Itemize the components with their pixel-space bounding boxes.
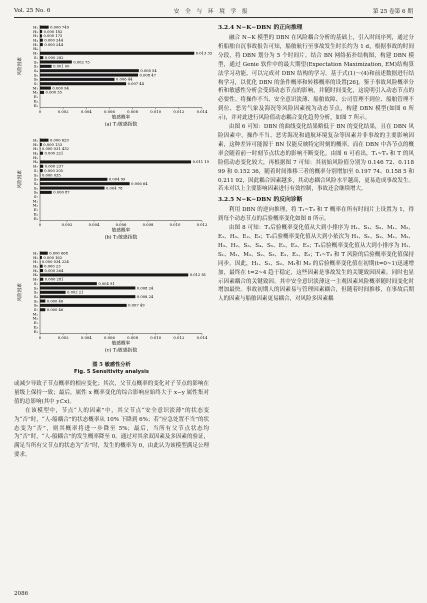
bar-value-label: 0.000 034 224 [41,260,69,265]
bar-value-label: 0.006 64 [131,181,148,186]
bar-category-label: H₂ [33,254,38,260]
bar [40,91,44,94]
bar-value-label: 0.013 33 [195,51,213,56]
bar-category-label: E₃ [33,215,38,221]
bar-category-label: E₂ [33,211,38,217]
bar [40,34,42,37]
bar-category-label: H₁ [33,24,38,30]
bar-value-label: 0.000 133 [43,142,63,147]
section-heading-3-2-5: 3.2.5 N−K−DBN 的反向诊断 [218,197,303,204]
bar-category-label: M₁ [32,198,38,204]
bar [40,78,115,81]
x-tick-label: 0.006 [103,109,115,115]
bar-value-label: 0.008 47 [139,73,156,78]
bar-value-label: 0.000 162 [43,255,63,260]
x-axis-title: 敏感概率 [111,228,131,234]
bar-category-label: S₄ [33,67,38,73]
x-tick-label: 0.012 [196,222,208,228]
x-tick-label: 0.002 [57,335,69,341]
bar-category-label: S₆ [33,76,38,82]
bar-value-label: 0.000 182 [43,29,63,34]
bar-category-label: H₁ [33,137,38,143]
bar-category-label: E₂ [33,324,38,330]
bar-value-label: 0.000 629 [49,138,69,143]
bar-category-label: H₇ [33,50,38,56]
left-paragraph-1: 或减少导致子节点概率的相应变化；其次，父节点概率的变化对子节点的影响在量级上保持一致；最后，属性 x 概率变化的综合影响应始终大于 x−y 属性集对值的总影响(其中 y⊂x)。 [14,381,209,405]
x-tick-label: 0.012 [173,335,185,341]
issue-label: 第 25 卷第 6 期 [372,9,413,15]
y-axis-title: 风险因素 [18,283,23,302]
bar-category-label: S₇ [33,81,38,87]
bar-category-label: M₂ [32,89,38,95]
running-header [14,6,413,16]
bar-value-label: 0.000 281 [44,277,64,282]
figure-caption-cn: 图 5 敏感性分析 [92,362,131,368]
bar [40,69,139,72]
x-tick-label: 0 [38,335,42,341]
figure-panel-c [14,248,209,361]
bar-category-label: S₂ [33,172,38,178]
bar-category-label: S₄ [33,180,38,186]
bar-category-label: S₆ [33,302,38,308]
bar-category-label: S₆ [33,189,38,195]
x-tick-label: 0.002 [61,222,73,228]
bar-category-label: S₃ [33,289,38,295]
bar-value-label: 0.000 87 [53,190,70,195]
bar-category-label: S₅ [33,298,38,304]
bar-category-label: S₅ [33,72,38,78]
figure-panel-a [14,22,213,135]
bar-value-label: 0.000 244 [44,42,64,47]
bar-value-label: 0.007 44 [127,82,145,87]
bar-category-label: H₇ [33,163,38,169]
bar [40,165,43,168]
bar-category-label: M₁ [32,311,38,317]
x-tick-label: 0.014 [196,109,208,115]
bar [40,304,127,307]
bar [40,139,48,142]
bar-category-label: E₂ [33,98,38,104]
bar-category-label: H₂ [33,28,38,34]
bar-value-label: 0.000 35 [45,90,62,95]
bar [40,60,72,63]
figure-panel-b [14,135,209,248]
bar-value-label: 0.000 23 [44,264,61,269]
panel-sublabel: (a) T₁敏感指数 [104,122,138,128]
bar-value-label: 0.008 24 [136,294,154,299]
bar-value-label: 0.012 81 [189,273,207,278]
bar-value-label: 0.000 46 [46,308,64,313]
section-heading-3-2-4: 3.2.4 N−K−DBN 的正向推理 [218,25,303,31]
bar [40,43,43,46]
bar-category-label: S₇ [33,194,38,200]
bar-value-label: 0.000 46 [46,299,64,304]
bar-value-label: 0.002 21 [67,290,84,295]
journal-title: 安 全 与 环 境 学 报 [173,9,250,15]
bar-category-label: S₂ [33,285,38,291]
bar [40,182,130,185]
left-paragraph-2: 在该模型中，节点“人的因素”中，其父节点“安全意识淡薄”的状态变为“否”时，“人-船耦合”的状态概率从 10% 下降到 6%；若“应急处置不当”的状态变为“否”，则其概率将进一步降至 5%；最后，当所有父节点状态均为“否”时，“人-船耦合”的发生概率降至 0。通过对其余双因素及多因素的验证，满足当所有父节点的状态为“否”时，发生的概率为 0，由此认为该模型满足公理要求。 [14,407,209,459]
bar [40,178,107,181]
x-tick-label: 0.006 [103,335,115,341]
bar [40,187,105,190]
bar-category-label: H₃ [33,33,38,39]
bar [40,152,43,155]
right-paragraph-4: 由图 8 可知：T₁后验概率变化值从大到小排序为 H₁、S₁、S₂、M₁、M₂、E₁、H₃、E₂、E₃；T₂后验概率变化值从大到小依次为 H₁、S₁、S₂、M₁、M₂、H₃、H₂、S₃、S₄、S₅、E₁、E₂、E₃；T₃后验概率变化值从大到小排序为 H₁、S₁、M₁、M₂、S₂、S₃、E₂、E₁、E₃；T₁~T₃ 和 T 风险的后验概率变化值保持同步。因此，H₁、S₁、S₂、M₁和 M₂ 的后验概率变化值在初期(t=0~1)迅速增加，最终在 t=2~4 趋于稳定，这些因素是事故发生的关键致因因素。同时也显示因素耦合的关键致因。其中安全意识淡薄这一主观因素风险概率随时间变化时增加最快。事故初期人的因素易与管理因素耦合，但随着时间推移，在事故后期人的因素与船舶因素更易耦合，对风险多因素耦 [218,225,414,303]
bar-category-label: E₃ [33,102,38,108]
bar-category-label: H₄ [33,37,38,43]
right-paragraph-1: 融合 N−K 模型的 DBN 在风险耦合分析的基础上，引入时间序列，通过分析船舶自沉事故报告可知，船舶航行至事故发生时长约为 1 d，根据事故的时间分段，将 DBN 划分为 5 个时间片。结合 BN 网络拓扑结构图，构建 DBN 模型，通过 Genie 软件中的最大期望(Expectation Maximization, EM)结构算法学习功能，可以完成对 DBN 结构的学习。基于式(1)～(4)和前述数据进行结构学习，以优化 DBN 的条件概率和转移概率的设置[26]。鉴于事故风险概率分析和敏感性分析会受到动态节点的影响，并随时间变化，这说明引入动态节点的必要性。将操作不当、安全意识淡薄、船舶故障、公司管理不到位、船舶管理不到位、恶劣气象及海况等风险因素视为动态节点，构建 DBN 模型(如图 6 所示)，并对此进行风险值动态耦合变化趋势分析，如图 7 所示。 [218,35,414,122]
bar-value-label: 0.000 94 [52,86,69,91]
bar [40,278,43,281]
panel-b-chart [14,135,209,248]
bar-value-label: 0.000 221 [44,151,64,156]
bar-value-label: 0.000 237 [44,164,64,169]
bar-category-label: S₅ [33,185,38,191]
bar [40,286,135,289]
bar-category-label: H₃ [33,146,38,152]
x-tick-label: 0.010 [169,222,181,228]
x-tick-label: 0.006 [115,222,127,228]
x-tick-label: 0.002 [57,109,69,115]
bar-value-label: 0.004 91 [98,281,115,286]
bar-category-label: H₂ [33,141,38,147]
bar [40,143,42,146]
x-axis-title: 敏感概率 [111,341,131,347]
bar-category-label: S₂ [33,59,38,65]
bar-category-label: S₃ [33,176,38,182]
bar-category-label: H₅ [33,154,38,160]
x-tick-label: 0.012 [173,109,185,115]
bar-value-label: 0.004 78 [106,186,123,191]
panel-a-chart [14,22,213,135]
bar [40,300,45,303]
bar-value-label: 0.008 54 [140,68,157,73]
left-column [14,22,213,460]
bar [40,39,43,42]
bar [40,252,48,255]
bar-value-label: 0.004 99 [108,177,126,182]
bar-category-label: S₄ [33,293,38,299]
bar-category-label: H₆ [33,272,38,278]
bar [40,87,51,90]
bar [40,295,135,298]
x-tick-label: 0.008 [142,222,154,228]
x-tick-label: 0.004 [88,222,100,228]
bar-value-label: 0.001 00 [53,64,70,69]
y-axis-title: 风险因素 [18,170,23,189]
sensitivity-figure [14,22,213,376]
x-tick-label: 0 [38,222,42,228]
bar-value-label: 0.000 244 [44,38,64,43]
bar [40,169,43,172]
page-number: 2086 [14,591,29,597]
bar-value-label: 0.000 749 [50,25,69,30]
x-tick-label: 0.008 [127,109,139,115]
bar [40,269,43,272]
bar [40,30,42,33]
bar-value-label: 0.000 264 [44,268,64,273]
bar [40,256,42,259]
bar-category-label: S₁ [33,54,38,60]
bar-category-label: M₁ [32,85,38,91]
figure-caption-en: Fig. 5 Sensitivity analysis [74,369,149,375]
panel-sublabel: (c) T₃敏感指数 [104,348,138,354]
bar [40,265,43,268]
bar-category-label: H₆ [33,46,38,52]
bar-value-label: 0.000 031 432 [41,147,69,152]
bar-value-label: 0.000 668 [49,251,69,256]
bar [40,82,126,85]
x-tick-label: 0.014 [196,335,208,341]
bar-value-label: 0.007 49 [128,303,145,308]
bar [40,160,191,163]
bar-category-label: E₁ [33,320,38,326]
bar-category-label: H₅ [33,41,38,47]
bar-category-label: H₄ [33,150,38,156]
bar-value-label: 0.002 75 [73,60,90,65]
x-axis-title: 敏感概率 [111,115,131,121]
bar-value-label: 0.011 19 [192,160,209,165]
bar-category-label: E₁ [33,207,38,213]
bar [40,74,138,77]
panel-c-chart [14,248,209,361]
bar-category-label: S₁ [33,280,38,286]
y-axis-title: 风险因素 [18,57,23,76]
bar [40,282,97,285]
bar-value-label: 0.000 205 [44,168,64,173]
x-tick-label: 0 [38,109,42,115]
bar [40,291,66,294]
bar-value-label: 0.000 173 [43,34,63,39]
x-tick-label: 0.004 [80,335,92,341]
bar-category-label: H₆ [33,159,38,165]
bar-category-label: H₃ [33,259,38,265]
bar-category-label: H₁ [33,250,38,256]
bar [40,56,43,59]
x-tick-label: 0.010 [150,109,162,115]
bar-value-label: 0.000 282 [44,55,64,60]
right-paragraph-2: 由图 6 可知：DBN 的曲线变化结果略低于 BN 的变化结果，且在 DBN 风险因素中，操作不当、恶劣海况和通航环境复杂等因素并非事故的主要影响因素，这种差异可能源于 BN 仅能反映特定时刻的概率，而在 DBN 中各节点的概率会随着前一时刻节点状态的影响不断变化。由图 6 可看出，T₁~T₃ 和 T 的风险值动态变化较大，再根据图 7 可知：其初始风险值分别为 0.146 72、0.118 99 和 0.152 36，随着时间推移三者的概率分别增加至 0.197 74、0.158 5 和 0.211 92，因此耦合因素越多，其动态耦合风险水平越高，更易造成事故发生。若未对以上主要影响因素进行有效控制，事故还会继续增大。 [218,124,414,193]
bar-value-label: 0.006 44 [116,77,133,82]
bar-category-label: S₃ [33,63,38,69]
x-tick-label: 0.010 [150,335,162,341]
bar-category-label: S₁ [33,167,38,173]
bar [40,52,194,55]
x-tick-label: 0.004 [80,109,92,115]
bar-category-label: E₁ [33,94,38,100]
bar-category-label: H₅ [33,267,38,273]
bar-category-label: M₂ [32,315,38,321]
bar-category-label: S₇ [33,307,38,313]
bar-category-label: H₄ [33,263,38,269]
panel-sublabel: (b) T₂敏感指数 [104,235,138,241]
bar-category-label: H₇ [33,276,38,282]
bar [40,308,45,311]
volume-label: Vol. 25 No. 6 [14,8,51,14]
bar [40,273,188,276]
right-column [218,22,414,304]
bar [40,65,52,68]
right-paragraph-3: 利用 DBN 的逆向推理，将 T₁~T₃ 和 T 概率在所有时间片上设置为 1，得到每个动态节点的后验概率变化如图 8 所示。 [218,207,414,223]
x-tick-label: 0.008 [127,335,139,341]
bar-value-label: 0.008 24 [136,286,154,291]
bar [40,191,52,194]
header-rule [14,17,413,18]
bar-category-label: M₂ [32,202,38,208]
bar-value-label: 0.000 035 [41,173,61,178]
bar-category-label: E₃ [33,328,38,334]
bar [40,26,49,29]
